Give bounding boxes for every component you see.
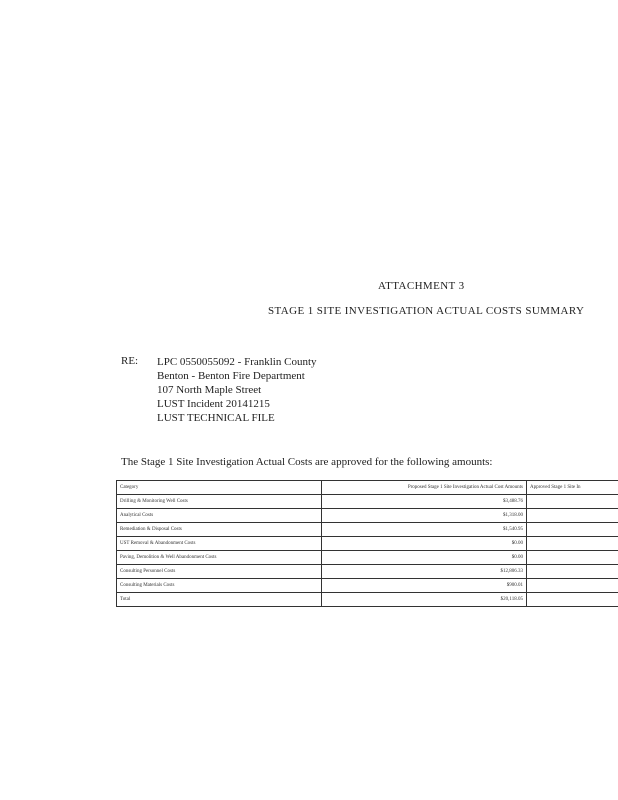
row-proposed: $0.00 [322, 537, 527, 551]
row-category: Consulting Personnel Costs [117, 565, 322, 579]
row-proposed: $1,318.00 [322, 509, 527, 523]
table-header-row [117, 481, 618, 495]
row-approved [527, 523, 618, 537]
re-line-incident: LUST Incident 20141215 [157, 398, 270, 410]
row-proposed: $1,540.95 [322, 523, 527, 537]
row-category: Analytical Costs [117, 509, 322, 523]
row-approved [527, 565, 618, 579]
row-approved [527, 551, 618, 565]
row-category: Consulting Materials Costs [117, 579, 322, 593]
row-category: Remediation & Disposal Costs [117, 523, 322, 537]
table-row [117, 509, 618, 523]
row-proposed: $20,118.05 [322, 593, 527, 607]
row-approved [527, 579, 618, 593]
row-category: Drilling & Monitoring Well Costs [117, 495, 322, 509]
summary-title: STAGE 1 SITE INVESTIGATION ACTUAL COSTS SUMMARY [268, 305, 585, 317]
costs-table [116, 480, 618, 607]
row-proposed: $900.01 [322, 579, 527, 593]
row-proposed: $0.00 [322, 551, 527, 565]
intro-text: The Stage 1 Site Investigation Actual Costs are approved for the following amounts: [121, 456, 493, 468]
re-line-address: 107 North Maple Street [157, 384, 262, 396]
table-row [117, 551, 618, 565]
row-approved [527, 509, 618, 523]
row-proposed: $3,488.76 [322, 495, 527, 509]
row-approved [527, 593, 618, 607]
table-row [117, 579, 618, 593]
row-approved [527, 495, 618, 509]
row-proposed: $12,806.33 [322, 565, 527, 579]
re-line-file: LUST TECHNICAL FILE [157, 412, 275, 424]
row-category: Total [117, 593, 322, 607]
header-proposed: Proposed Stage 1 Site Investigation Actual Cost Amounts [322, 481, 527, 495]
header-approved: Approved Stage 1 Site In [527, 481, 618, 495]
re-line-facility: Benton - Benton Fire Department [157, 370, 305, 382]
re-label: RE: [121, 355, 139, 367]
table-row [117, 537, 618, 551]
table-row [117, 565, 618, 579]
attachment-title: ATTACHMENT 3 [378, 280, 465, 292]
row-approved [527, 537, 618, 551]
table-row-total [117, 593, 618, 607]
re-block [157, 355, 317, 425]
table-row [117, 495, 618, 509]
table-row [117, 523, 618, 537]
re-line-lpc: LPC 0550055092 - Franklin County [157, 356, 317, 368]
row-category: UST Removal & Abandonment Costs [117, 537, 322, 551]
header-category: Category [117, 481, 322, 495]
row-category: Paving, Demolition & Well Abandonment Costs [117, 551, 322, 565]
